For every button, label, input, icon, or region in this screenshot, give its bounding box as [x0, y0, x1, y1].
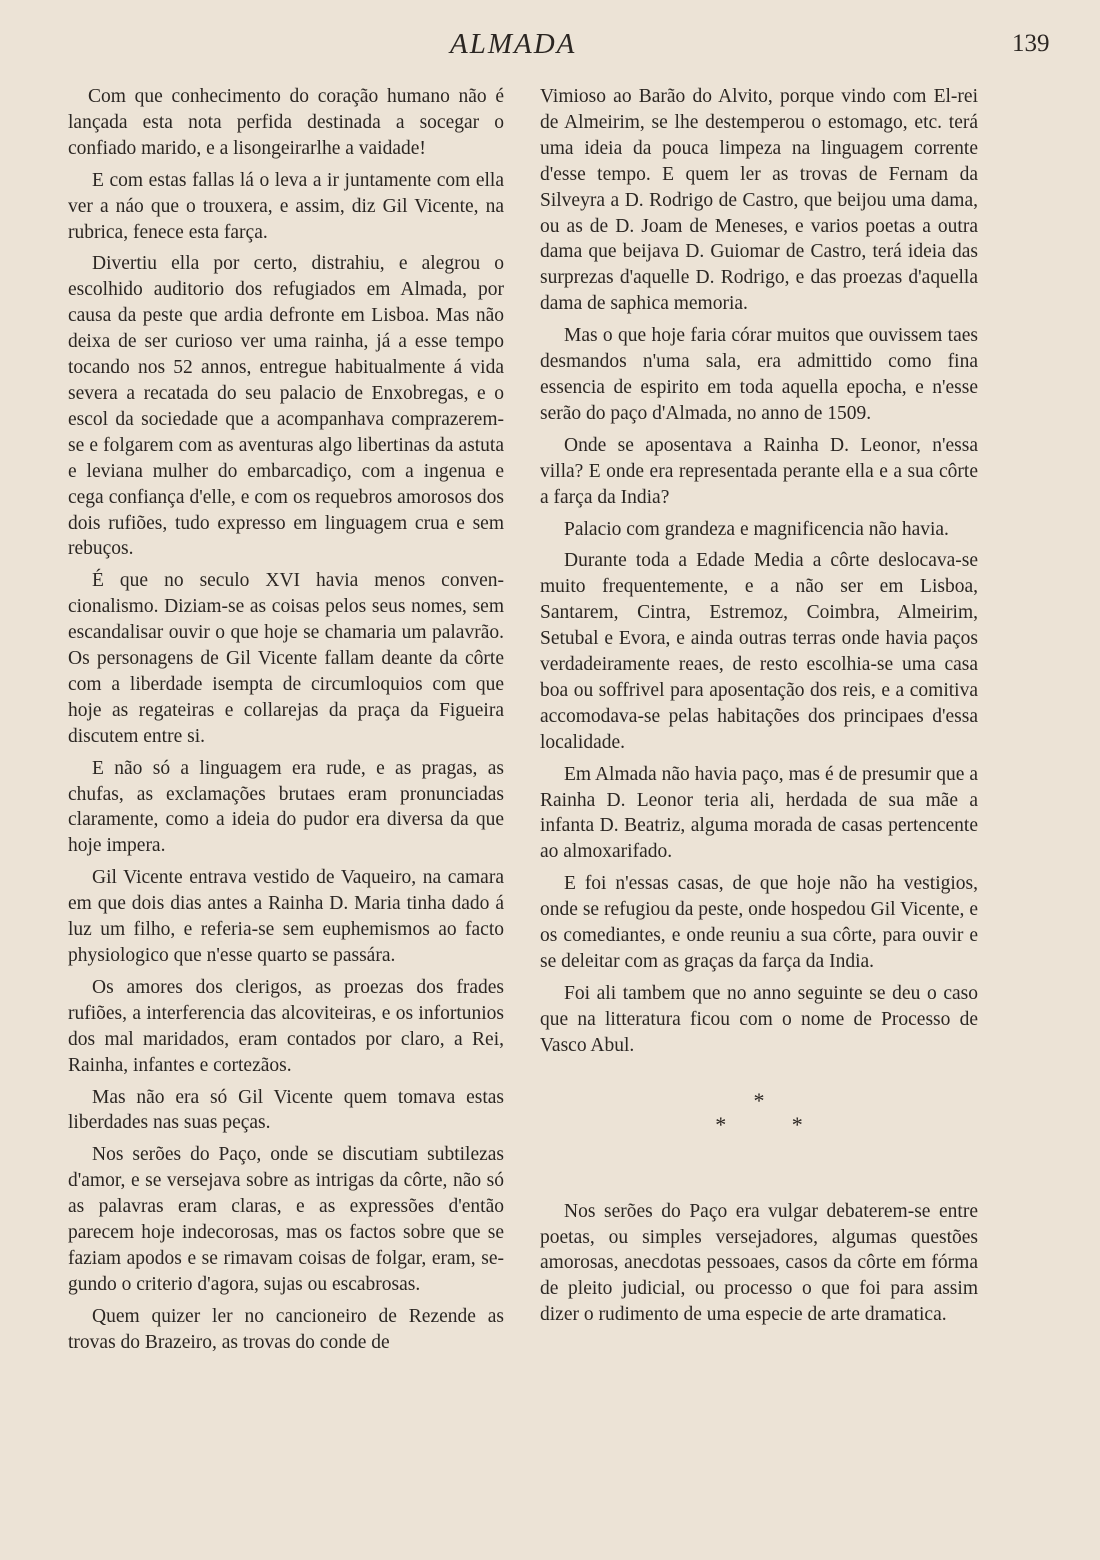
asterism-top: * [753, 1087, 765, 1113]
paragraph: E não só a linguagem era rude, e as pragas, as chufas, as exclamações brutaes eram pronunciadas claramente, como a ideia do pudor era diversa da que hoje impera. [68, 757, 504, 857]
asterism-bottom: * * [715, 1111, 833, 1137]
paragraph: Durante toda a Edade Media a côrte deslocava-se muito frequentemente, e a não ser em Lisboa, Santarem, Cintra, Estremoz, Coimbra, Almeirim, Setubal e Evora, e ainda outras terras onde havia paços verdadeiramente reaes, de resto escolhia-se uma casa boa ou soffrivel para aposentação dos reis, e a comitiva accomodava-se pelas habitações dos principaes d'essa localidade. [540, 550, 978, 753]
paragraph: Foi ali tambem que no anno seguinte se deu o caso que na litteratura ficou com o nome de Processo de Vasco Abul. [540, 982, 978, 1056]
paragraph: Mas não era só Gil Vicente quem tomava estas liberdades nas suas peças. [68, 1086, 504, 1134]
paragraph: Palacio com grandeza e magnificencia não havia. [564, 518, 949, 540]
paragraph: Com que conhecimento do coração humano não é lançada esta nota perfida destinada a socegar o confiado marido, e a lisongeirarlhe a vaidade! [68, 86, 504, 159]
left-column [68, 84, 504, 1362]
paragraph: Onde se aposentava a Rainha D. Leonor, n'essa villa? E onde era representada perante ella e a sua côrte a farça da India? [540, 434, 978, 508]
paragraph: Mas o que hoje faria córar muitos que ouvissem taes desmandos n'uma sala, era admittido como fina essencia de espirito em toda aquella epocha, e n'esse serão do paço d'Almada, no anno de 1509. [540, 325, 978, 424]
paragraph: Em Almada não havia paço, mas é de presumir que a Rainha D. Leonor teria ali, herdada de sua mãe a infanta D. Beatriz, alguma morada de casas pertencente ao almoxarifado. [540, 763, 978, 863]
paragraph: Vimioso ao Barão do Alvito, porque vindo com El-rei de Almeirim, se lhe destemperou o estomago, etc. terá uma ideia da pouca limpeza na linguagem corrente d'esse tempo. E quem ler as trovas de Fernam da Silveyra a D. Rodrigo de Castro, que beijou uma dama, ou as de D. Joam de Meneses, e varios poetas a outra dama que beijava D. Guiomar de Castro, terá ideia das surprezas d'aquelle D. Rodrigo, e das proezas d'aquella dama de saphica memoria. [540, 86, 978, 315]
paragraph: Quem quizer ler no cancioneiro de Rezende as trovas do Brazeiro, as trovas do conde de [68, 1305, 504, 1353]
running-header: ALMADA [450, 28, 577, 60]
paragraph: Nos serões do Paço, onde se discutiam subtilezas d'amor, e se versejava sobre as intrigas da côrte, não só as palavras eram claras, e as expressões d'então parecem hoje indecorosas, mas os factos sobre que se faziam apodos e se rimavam coisas de folgar, eram, segundo o criterio d'agora, sujas ou escabrosas. [68, 1144, 504, 1295]
page-number: 139 [1012, 30, 1050, 57]
paragraph: E foi n'essas casas, de que hoje não ha vestigios, onde se refugiou da peste, onde hospedou Gil Vicente, e os comediantes, e onde reuniu a sua côrte, para ouvir e se deleitar com as graças da farça da India. [540, 873, 978, 972]
asterism-ornament [540, 1089, 978, 1137]
paragraph: Gil Vicente entrava vestido de Vaqueiro, na camara em que dois dias antes a Rainha D. Maria tinha dado á luz um filho, e referia-se sem euphemismos ao facto physiologico que n'esse quarto se passára. [68, 867, 504, 966]
paragraph: E com estas fallas lá o leva a ir juntamente com ella ver a náo que o trouxera, e assim, diz Gil Vicente, na rubrica, fenece esta farça. [68, 169, 504, 243]
paragraph: É que no seculo XVI havia menos convencionalismo. Diziam-se as coisas pelos seus nomes, sem escandalisar ouvir o que hoje se chamaria um palavrão. Os personagens de Gil Vicente fallam deante da côrte com a liberdade isempta de circumloquios com que hoje as regateiras e collarejas da praça da Figueira discutem entre si. [68, 570, 504, 747]
paragraph: Nos serões do Paço era vulgar debaterem-se entre poetas, ou simples versejadores, algumas questões amorosas, anecdotas pessoaes, casos da côrte em fórma de pleito judicial, ou processo o que foi para assim dizer o rudimento de uma especie de arte dramatica. [540, 1200, 978, 1326]
paragraph: Os amores dos clerigos, as proezas dos frades rufiões, a interferencia das alcoviteiras, e os infortunios dos mal maridados, eram contados por claro, a Rei, Rainha, infantes e cortezãos. [68, 976, 504, 1076]
right-column [540, 84, 978, 1334]
paragraph: Divertiu ella por certo, distrahiu, e alegrou o escolhido auditorio dos refugiados em Almada, por causa da peste que ardia defronte em Lisboa. Mas não deixa de ser curioso ver uma rainha, já a esse tempo tocando nos 52 annos, entregue habitualmente á vida severa a recatada do seu palacio de Enxobregas, e o escol da sociedade que a acompanhava comprazerem-se e folgarem com as aventuras algo libertinas da astuta e leviana mulher do embarcadiço, com a ingenua e cega confiança d'elle, e com os requebros amorosos dos dois rufiões, tudo expresso em linguagem crua e sem rebuços. [68, 253, 504, 560]
